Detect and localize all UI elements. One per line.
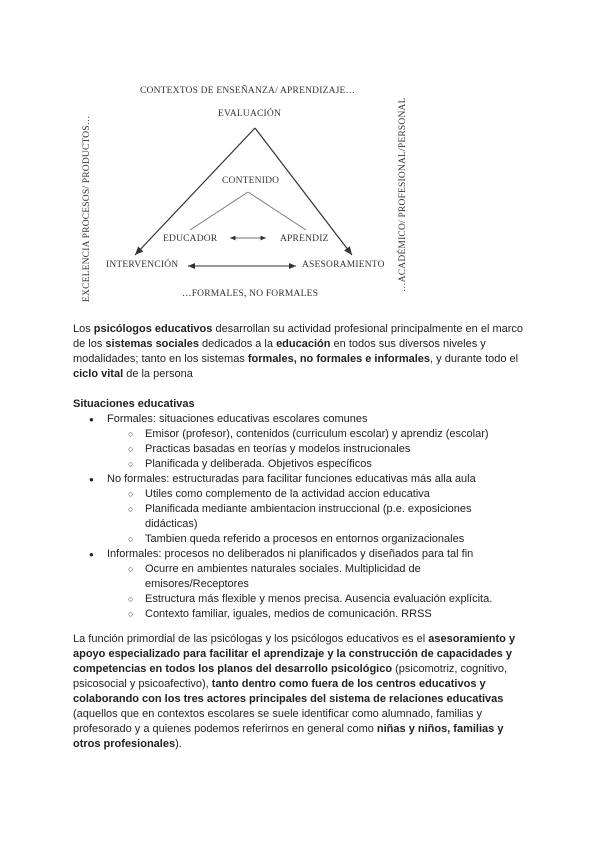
educational-psychology-diagram — [80, 80, 410, 310]
situaciones-list — [73, 412, 533, 622]
list-item-no-formales: ● No formales: estructuradas para facilitar funciones educativas más alla aula — [73, 472, 533, 487]
inner-right-label: APRENDIZ — [280, 234, 329, 244]
right-vertical-label: …ACADÉMICO/ PROFESIONAL/PERSONAL — [398, 97, 408, 292]
list-item: ○ Estructura más flexible y menos precisa. Ausencia evaluación explícita. — [73, 592, 533, 607]
list-item: ○ Utiles como complemento de la actividad accion educativa — [73, 487, 533, 502]
situaciones-heading: Situaciones educativas — [73, 398, 195, 410]
intro-paragraph: Los psicólogos educativos desarrollan su actividad profesional principalmente en el marco de los sistemas sociales dedicados a la educación en todos sus diversos niveles y modalidades; tanto en los sistemas formales, no formales e informales, y durante todo el ciclo vital de la persona — [73, 323, 524, 380]
list-item: ○ Practicas basadas en teorías y modelos instrucionales — [73, 442, 533, 457]
list-item: ○ Planificada y deliberada. Objetivos específicos — [73, 457, 533, 472]
diagram-top-title: CONTEXTOS DE ENSEÑANZA/ APRENDIZAJE… — [140, 86, 356, 96]
inner-edge-right — [248, 192, 306, 230]
list-item: ○ Ocurre en ambientes naturales sociales. Multiplicidad de emisores/Receptores — [73, 562, 533, 592]
list-item: ○ Tambien queda referido a procesos en entornos organizacionales — [73, 532, 533, 547]
left-vertical-label: EXCELENCIA PROCESOS/ PRODUCTOS… — [82, 115, 92, 302]
list-item: ○ Planificada mediante ambientacion instruccional (p.e. exposiciones didácticas) — [73, 502, 533, 532]
bottom-label: …FORMALES, NO FORMALES — [182, 289, 319, 299]
inner-left-label: EDUCADOR — [163, 234, 218, 244]
list-item-formales: ● Formales: situaciones educativas escolares comunes — [73, 412, 533, 427]
list-item-informales: ● Informales: procesos no deliberados ni planificados y diseñados para tal fin — [73, 547, 533, 562]
list-item: ○ Contexto familiar, iguales, medios de comunicación. RRSS — [73, 607, 533, 622]
apex-label: EVALUACIÓN — [218, 109, 282, 119]
situaciones-section — [73, 397, 533, 622]
right-vertex-label: ASESORAMIENTO — [302, 260, 385, 270]
list-item: ○ Emisor (profesor), contenidos (curriculum escolar) y aprendiz (escolar) — [73, 427, 533, 442]
left-vertex-label: INTERVENCIÓN — [106, 260, 179, 270]
funcion-paragraph: La función primordial de las psicólogas y los psicólogos educativos es el asesoramiento y apoyo especializado para facilitar el aprendizaje y la construcción de capacidades y competencias en todos los planos del desarrollo psicológico (psicomotriz, cognitivo, psicosocial y psicoafectivo), tanto dentro como fuera de los centros educativos y colaborando con los tres actores principales del sistema de relaciones educativas (aquellos que en contextos escolares se suele identificar como alumnado, familias y profesorado y a quienes podemos referirnos en general como niñas y niños, familias y otros profesionales). — [73, 633, 516, 750]
inner-edge-left — [190, 192, 248, 230]
inner-top-label: CONTENIDO — [222, 176, 280, 186]
